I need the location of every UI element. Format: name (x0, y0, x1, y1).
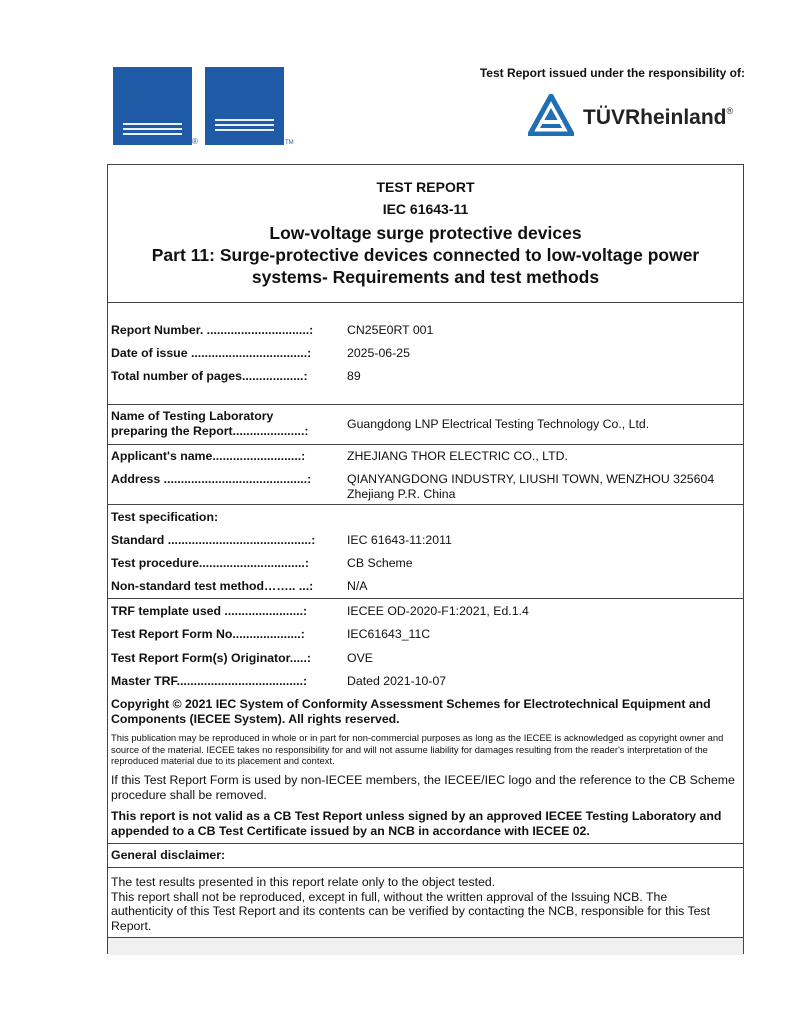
publication-note: This publication may be reproduced in whole or in part for non-commercial purposes as long as the IECEE is acknowledged as copyright owner and source of the material. IECEE takes no responsibility for and will not assume liability for damages resulting from the reader's interpretation of the reproduced material due to its placement and context. (111, 732, 724, 766)
responsibility-text: Test Report issued under the responsibility of: (479, 66, 745, 80)
disclaimer-heading: General disclaimer: (111, 848, 226, 862)
master-trf-label: Master TRF.....................................: (111, 674, 308, 688)
laboratory-section (108, 404, 743, 445)
trf-originator-label: Test Report Form(s) Originator.....: (111, 651, 311, 665)
date-of-issue-value: 2025-06-25 (347, 346, 410, 360)
device-title: Low-voltage surge protective devices (269, 223, 582, 243)
part-title: Part 11: Surge-protective devices connected to low-voltage power systems- Requirements and test methods (151, 245, 700, 287)
trf-originator-value: OVE (347, 651, 373, 665)
disclaimer-section (108, 867, 743, 938)
iecee-logo-text: IECEE (479, 81, 559, 112)
validity-note: This report is not valid as a CB Test Report unless signed by an approved IECEE Testing Laboratory and appended to a CB Test Certificate issued by an NCB in accordance with IECEE 02. (111, 809, 722, 838)
non-standard-method-label: Non-standard test method…….. ...: (111, 579, 314, 593)
master-trf-value: Dated 2021-10-07 (347, 674, 447, 688)
frame-footer-band (108, 937, 743, 955)
standard-label: Standard ..........................................: (111, 533, 316, 547)
address-value: QIANYANGDONG INDUSTRY, LIUSHI TOWN, WENZHOU 325604 Zhejiang P.R. China (347, 472, 715, 501)
total-pages-value: 89 (347, 369, 361, 383)
standard-value: IEC 61643-11:2011 (347, 533, 452, 547)
test-procedure-label: Test procedure...............................: (111, 556, 309, 570)
report-type-title: TEST REPORT (376, 179, 475, 195)
non-member-note: If this Test Report Form is used by non-IECEE members, the IECEE/IEC logo and the reference to the CB Scheme procedure shall be removed. (111, 773, 735, 802)
applicant-name-label: Applicant's name..........................: (111, 449, 306, 463)
applicant-section (108, 444, 743, 505)
report-info-section (108, 302, 743, 405)
registered-mark: ® (192, 137, 198, 146)
disclaimer-text: The test results presented in this report relate only to the object tested. This report shall not be reproduced, except in full, without the written approval of the Issuing NCB. The authenticity of this Test Report and its contents can be verified by contacting the NCB, responsible for this Test Report. (111, 875, 710, 933)
standard-title: IEC 61643-11 (382, 201, 469, 217)
total-pages-label: Total number of pages..................: (111, 369, 308, 383)
trf-section (108, 598, 743, 844)
trf-template-label: TRF template used .......................: (111, 604, 308, 618)
non-standard-method-value: N/A (347, 579, 368, 593)
report-cover-frame (107, 164, 744, 954)
iec-logo-text: IEC (393, 76, 461, 123)
test-specification-section (108, 504, 743, 599)
laboratory-value: Guangdong LNP Electrical Testing Technology Co., Ltd. (347, 417, 650, 431)
tuv-triangle-icon (528, 94, 574, 136)
tuv-registered-mark: ® (726, 106, 734, 116)
tuv-logo-text: TÜVRheinland (583, 106, 727, 129)
applicant-name-value: ZHEJIANG THOR ELECTRIC CO., LTD. (347, 449, 568, 463)
test-procedure-value: CB Scheme (347, 556, 413, 570)
copyright-text: Copyright © 2021 IEC System of Conformity Assessment Schemes for Electrotechnical Equipment and Components (IECEE System). All rights reserved. (111, 697, 711, 726)
trademark-mark: TM (285, 140, 294, 146)
address-label: Address ..........................................: (111, 472, 312, 486)
title-block (108, 165, 743, 302)
test-spec-heading: Test specification: (111, 510, 219, 524)
trf-form-no-label: Test Report Form No....................: (111, 627, 305, 641)
disclaimer-heading-section (108, 843, 743, 868)
date-of-issue-label: Date of issue ..................................: (111, 346, 312, 360)
report-number-value: CN25E0RT 001 (347, 323, 434, 337)
laboratory-label: Name of Testing Laboratory preparing the Report.....................: (111, 409, 309, 438)
trf-form-no-value: IEC61643_11C (347, 627, 431, 641)
report-number-label: Report Number. ..............................: (111, 323, 314, 337)
tuv-rheinland-logo (528, 94, 748, 138)
trf-template-value: IECEE OD-2020-F1:2021, Ed.1.4 (347, 604, 529, 618)
